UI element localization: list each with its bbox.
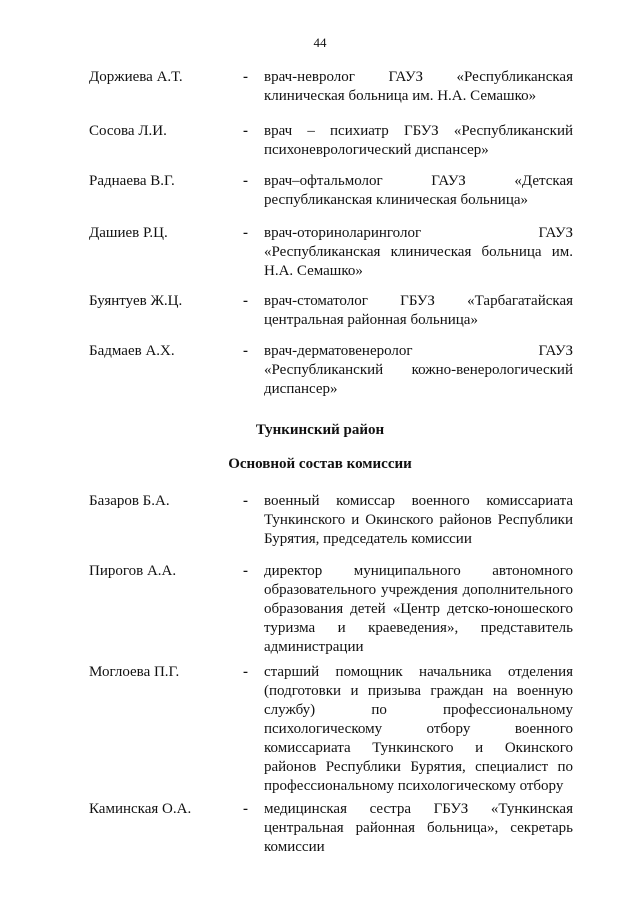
member-name: Дашиев Р.Ц. bbox=[89, 225, 168, 241]
member-dash: - bbox=[243, 493, 248, 509]
member-name: Сосова Л.И. bbox=[89, 123, 167, 139]
member-role: врач–офтальмолог ГАУЗ «Детская республиканская клиническая больница» bbox=[264, 173, 573, 208]
page-number: 44 bbox=[313, 35, 327, 50]
member-name: Базаров Б.А. bbox=[89, 493, 170, 509]
member-dash: - bbox=[243, 664, 248, 680]
member-name: Буянтуев Ж.Ц. bbox=[89, 293, 183, 309]
member-name: Бадмаев А.Х. bbox=[89, 343, 175, 359]
member-dash: - bbox=[243, 225, 248, 241]
member-dash: - bbox=[243, 563, 248, 579]
member-name: Каминская О.А. bbox=[89, 801, 192, 817]
member-role: врач-оториноларинголог ГАУЗ «Республиканская клиническая больница им. Н.А. Семашко» bbox=[264, 225, 573, 279]
member-role: врач-дерматовенеролог ГАУЗ «Республиканский кожно-венерологический диспансер» bbox=[264, 343, 573, 397]
member-dash: - bbox=[243, 173, 248, 189]
member-dash: - bbox=[243, 69, 248, 85]
member-role: военный комиссар военного комиссариата Тункинского и Окинского районов Республики Бурятия, председатель комиссии bbox=[264, 493, 573, 547]
member-role: медицинская сестра ГБУЗ «Тункинская центральная районная больница», секретарь комиссии bbox=[264, 801, 573, 855]
member-name: Моглоева П.Г. bbox=[89, 664, 180, 680]
member-name: Раднаева В.Г. bbox=[89, 173, 175, 189]
member-dash: - bbox=[243, 801, 248, 817]
member-role: врач-невролог ГАУЗ «Республиканская клиническая больница им. Н.А. Семашко» bbox=[264, 69, 573, 104]
member-role: врач-стоматолог ГБУЗ «Тарбагатайская центральная районная больница» bbox=[264, 293, 573, 328]
member-role: директор муниципального автономного образовательного учреждения дополнительного образования детей «Центр детско-юношеского туризма и краеведения», представитель администрации bbox=[264, 563, 573, 655]
member-dash: - bbox=[243, 343, 248, 359]
district-heading: Тункинский район bbox=[255, 422, 385, 438]
member-dash: - bbox=[243, 293, 248, 309]
member-dash: - bbox=[243, 123, 248, 139]
member-name: Пирогов А.А. bbox=[89, 563, 177, 579]
member-role: старший помощник начальника отделения (подготовки и призыва граждан на военную службу) по профессиональному психологическому отбору военного комиссариата Тункинского и Окинского районов Республики Бурятия, специалист по профессиональному психологическому отбору bbox=[264, 664, 573, 794]
member-role: врач – психиатр ГБУЗ «Республиканский психоневрологический диспансер» bbox=[264, 123, 573, 158]
member-name: Доржиева А.Т. bbox=[89, 69, 183, 85]
commission-heading: Основной состав комиссии bbox=[228, 456, 412, 472]
